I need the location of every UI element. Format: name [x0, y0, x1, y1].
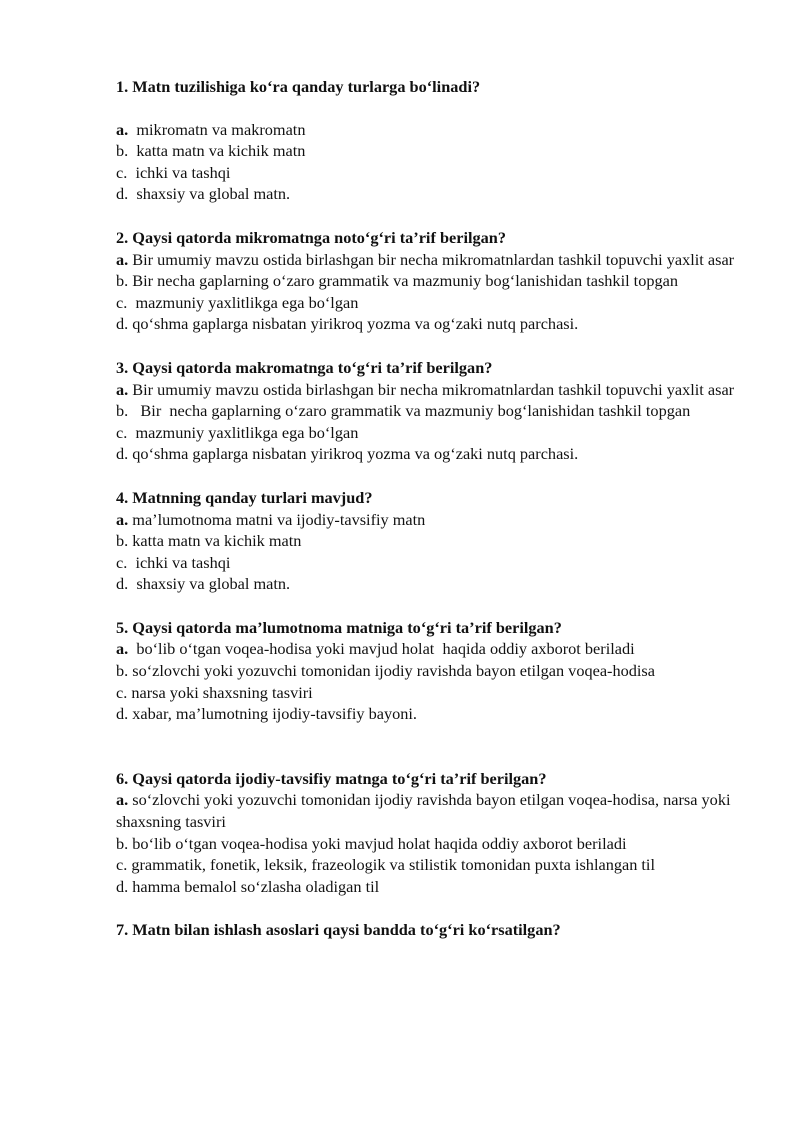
- option-a: [116, 789, 756, 832]
- option-letter: a.: [116, 509, 129, 529]
- option-letter: c.: [116, 162, 128, 182]
- option-letter: c.: [116, 682, 128, 702]
- option-text: grammatik, fonetik, leksik, frazeologik va stilistik tomonidan puxta ishlangan til: [127, 855, 655, 875]
- option-letter: d.: [116, 184, 129, 204]
- option-c: [116, 682, 756, 704]
- option-letter: d.: [116, 444, 129, 464]
- option-letter: d.: [116, 574, 129, 594]
- option-text: narsa yoki shaxsning tasviri: [127, 682, 313, 702]
- option-letter: c.: [116, 552, 128, 572]
- question-5: [116, 617, 756, 725]
- option-letter: d.: [116, 876, 129, 896]
- option-a: [116, 249, 756, 271]
- option-text: so‘zlovchi yoki yozuvchi tomonidan ijodiy ravishda bayon etilgan voqea-hodisa: [128, 661, 655, 681]
- option-d: [116, 313, 756, 335]
- option-letter: a.: [116, 639, 129, 659]
- question-6: [116, 768, 756, 898]
- option-text: ichki va tashqi: [127, 162, 231, 182]
- question-title: 1. Matn tuzilishiga ko‘ra qanday turlarga bo‘linadi?: [116, 77, 481, 96]
- option-b: [116, 140, 756, 162]
- option-text: mazmuniy yaxlitlikga ega bo‘lgan: [127, 292, 359, 312]
- option-letter: b.: [116, 531, 129, 551]
- option-b: [116, 400, 756, 422]
- option-d: [116, 183, 756, 205]
- option-text: katta matn va kichik matn: [128, 141, 306, 161]
- question-title: 6. Qaysi qatorda ijodiy-tavsifiy matnga to‘g‘ri ta’rif berilgan?: [116, 768, 547, 788]
- option-text: qo‘shma gaplarga nisbatan yirikroq yozma va og‘zaki nutq parchasi.: [128, 444, 579, 464]
- option-letter: b.: [116, 401, 129, 421]
- option-d: [116, 443, 756, 465]
- option-text: xabar, ma’lumotning ijodiy-tavsifiy bayoni.: [128, 704, 417, 724]
- option-a: [116, 638, 756, 660]
- option-c: [116, 422, 756, 444]
- question-title: 4. Matnning qanday turlari mavjud?: [116, 487, 373, 507]
- option-c: [116, 854, 756, 876]
- question-7: [116, 919, 756, 941]
- option-text: hamma bemalol so‘zlasha oladigan til: [128, 876, 380, 896]
- question-3: [116, 357, 756, 465]
- option-text: shaxsiy va global matn.: [128, 574, 291, 594]
- option-b: [116, 660, 756, 682]
- option-a: [116, 509, 756, 531]
- option-a: [116, 119, 756, 141]
- option-letter: a.: [116, 249, 129, 269]
- question-2: [116, 227, 756, 335]
- option-letter: a.: [116, 379, 129, 399]
- question-title: 3. Qaysi qatorda makromatnga to‘g‘ri ta’rif berilgan?: [116, 357, 493, 377]
- option-text: mikromatn va makromatn: [128, 119, 306, 139]
- option-text: bo‘lib o‘tgan voqea-hodisa yoki mavjud holat haqida oddiy axborot beriladi: [128, 833, 627, 853]
- option-letter: c.: [116, 855, 128, 875]
- option-c: [116, 162, 756, 184]
- option-letter: b.: [116, 833, 129, 853]
- question-title: 2. Qaysi qatorda mikromatnga noto‘g‘ri ta’rif berilgan?: [116, 227, 506, 247]
- option-text: shaxsiy va global matn.: [128, 184, 291, 204]
- option-a: [116, 379, 756, 401]
- option-letter: b.: [116, 661, 129, 681]
- option-d: [116, 703, 756, 725]
- option-text: ma’lumotnoma matni va ijodiy-tavsifiy matn: [128, 509, 426, 529]
- option-letter: a.: [116, 790, 129, 810]
- question-4: [116, 487, 756, 595]
- option-letter: d.: [116, 704, 129, 724]
- document-page: [116, 76, 756, 963]
- option-d: [116, 876, 756, 898]
- question-title: 7. Matn bilan ishlash asoslari qaysi bandda to‘g‘ri ko‘rsatilgan?: [116, 920, 561, 940]
- option-text: Bir umumiy mavzu ostida birlashgan bir necha mikromatnlardan tashkil topuvchi yaxlit asar: [128, 249, 735, 269]
- option-text: bo‘lib o‘tgan voqea-hodisa yoki mavjud holat haqida oddiy axborot beriladi: [128, 639, 635, 659]
- option-letter: d.: [116, 314, 129, 334]
- question-1: [116, 76, 756, 205]
- option-text: . Bir necha gaplarning o‘zaro grammatik va mazmuniy bog‘lanishidan tashkil topgan: [124, 271, 678, 291]
- option-text: Bir necha gaplarning o‘zaro grammatik va mazmuniy bog‘lanishidan tashkil topgan: [128, 401, 691, 421]
- question-title: 5. Qaysi qatorda ma’lumotnoma matniga to‘g‘ri ta’rif berilgan?: [116, 617, 562, 637]
- option-d: [116, 573, 756, 595]
- option-text: katta matn va kichik matn: [128, 531, 302, 551]
- option-text: mazmuniy yaxlitlikga ega bo‘lgan: [127, 422, 359, 442]
- option-b: [116, 530, 756, 552]
- option-c: [116, 552, 756, 574]
- option-text: qo‘shma gaplarga nisbatan yirikroq yozma va og‘zaki nutq parchasi.: [128, 314, 579, 334]
- option-letter: c.: [116, 422, 128, 442]
- option-letter: a.: [116, 119, 129, 139]
- option-letter: c.: [116, 292, 128, 312]
- option-letter: b: [116, 271, 125, 291]
- option-text: ichki va tashqi: [127, 552, 231, 572]
- option-letter: b.: [116, 141, 129, 161]
- option-text: so‘zlovchi yoki yozuvchi tomonidan ijodiy ravishda bayon etilgan voqea-hodisa, narsa yoki shaxsning tasviri: [116, 790, 731, 832]
- option-text: Bir umumiy mavzu ostida birlashgan bir necha mikromatnlardan tashkil topuvchi yaxlit asar: [128, 379, 735, 399]
- option-c: [116, 292, 756, 314]
- option-b: [116, 270, 756, 292]
- option-b: [116, 833, 756, 855]
